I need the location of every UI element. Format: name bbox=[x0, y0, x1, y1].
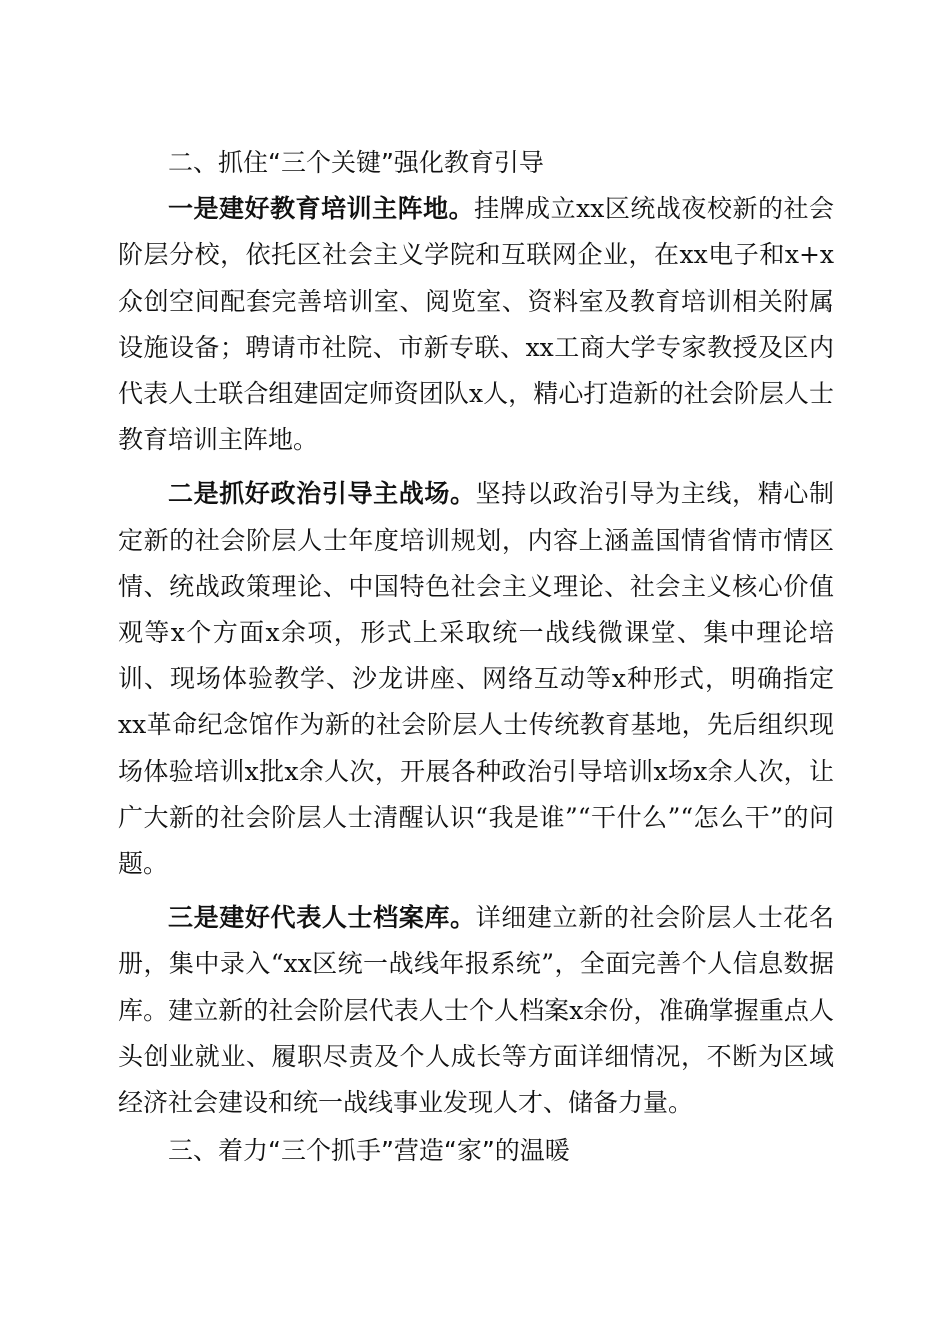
paragraph-body: 坚持以政治引导为主线，精心制定新的社会阶层人士年度培训规划，内容上涵盖国情省情市情区情、统战政策理论、中国特色社会主义理论、社会主义核心价值观等x个方面x余项，形式上采取统一战线微课堂、集中理论培训、现场体验教学、沙龙讲座、网络互动等x种形式，明确指定xx革命纪念馆作为新的社会阶层人士传统教育基地，先后组织现场体验培训x批x余人次，开展各种政治引导培训x场x余人次，让广大新的社会阶层人士清醒认识“我是谁”“干什么”“怎么干”的问题。 bbox=[118, 479, 834, 879]
paragraph-lead: 一是建好教育培训主阵地。 bbox=[168, 194, 475, 224]
paragraph-lead: 二是抓好政治引导主战场。 bbox=[168, 479, 476, 509]
paragraph-body: 详细建立新的社会阶层人士花名册，集中录入“xx区统一战线年报系统”，全面完善个人信息数据库。建立新的社会阶层代表人士个人档案x余份，准确掌握重点人头创业就业、履职尽责及个人成长等方面详细情况，不断为区域经济社会建设和统一战线事业发现人才、储备力量。 bbox=[118, 903, 834, 1118]
document-page bbox=[118, 140, 834, 1174]
paragraph-body: 挂牌成立xx区统战夜校新的社会阶层分校，依托区社会主义学院和互联网企业，在xx电子和x+x众创空间配套完善培训室、阅览室、资料室及教育培训相关附属设施设备；聘请市社院、市新专联、xx工商大学专家教授及区内代表人士联合组建固定师资团队x人，精心打造新的社会阶层人士教育培训主阵地。 bbox=[118, 194, 834, 455]
paragraph-political-guidance bbox=[118, 471, 834, 887]
section-heading-2: 二、抓住“三个关键”强化教育引导 bbox=[168, 148, 544, 177]
paragraph-education-base bbox=[118, 186, 834, 463]
section-heading-3: 三、着力“三个抓手”营造“家”的温暖 bbox=[168, 1136, 570, 1166]
paragraph-lead: 三是建好代表人士档案库。 bbox=[168, 903, 476, 933]
paragraph-archive bbox=[118, 895, 834, 1126]
